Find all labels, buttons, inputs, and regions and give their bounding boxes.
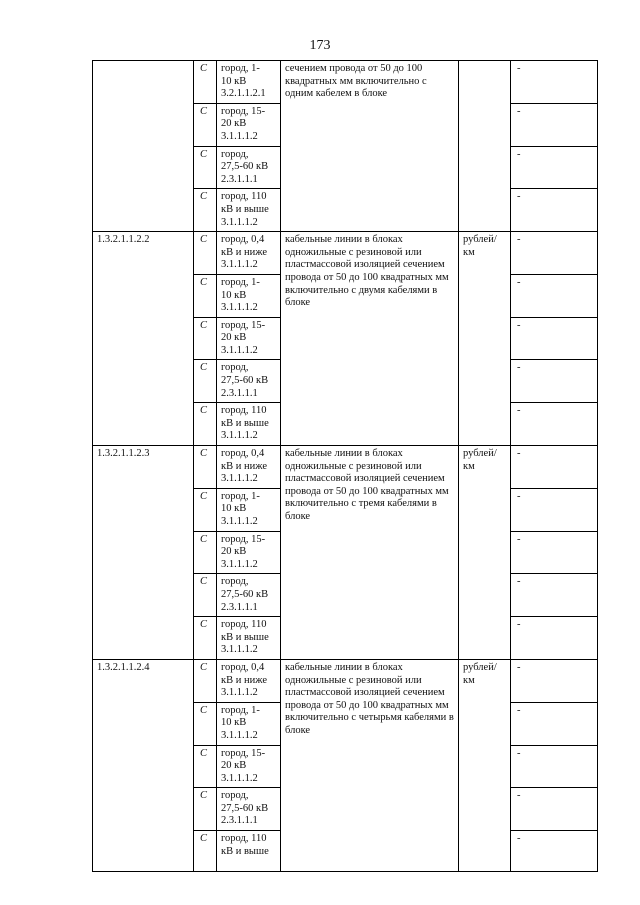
- voltage-level-line: 20 кВ: [221, 118, 247, 130]
- unit-cell: рублей/ км: [459, 232, 511, 446]
- category-cell: С: [194, 232, 217, 275]
- item-description: кабельные линии в блоках одножильные с резиновой или пластмассовой изоляцией сечением провода от 50 до 100 квадратных мм включительно с тремя кабелями в блоке: [281, 446, 459, 660]
- value-cell: -: [511, 831, 598, 872]
- table-row: [93, 659, 598, 702]
- value-cell: -: [511, 702, 598, 745]
- voltage-level-line: 3.1.1.1.2: [221, 430, 258, 442]
- voltage-level-line: 10 кВ: [221, 289, 247, 301]
- item-code: 1.3.2.1.1.2.3: [93, 446, 194, 660]
- voltage-level-line: город, 15-: [221, 747, 266, 759]
- voltage-level-line: город, 15-: [221, 533, 266, 545]
- voltage-level-line: 3.1.1.1.2: [221, 644, 258, 656]
- voltage-level-line: 20 кВ: [221, 546, 247, 558]
- value-cell: -: [511, 103, 598, 146]
- item-code: 1.3.2.1.1.2.2: [93, 232, 194, 446]
- value-cell: -: [511, 574, 598, 617]
- voltage-level-line: 10 кВ: [221, 717, 247, 729]
- value-cell: -: [511, 232, 598, 275]
- voltage-level-line: город, 15-: [221, 319, 266, 331]
- category-cell: С: [194, 189, 217, 232]
- voltage-level-line: город, 1-: [221, 63, 260, 74]
- voltage-level-line: 3.1.1.1.2: [221, 130, 258, 142]
- voltage-level-line: 3.1.1.1.2: [221, 687, 258, 699]
- category-cell: С: [194, 574, 217, 617]
- voltage-level-line: 3.1.1.1.2: [221, 772, 258, 784]
- voltage-level-line: 10 кВ: [221, 75, 247, 87]
- voltage-level-line: кВ и выше: [221, 203, 269, 215]
- voltage-level-cell: [217, 403, 281, 446]
- voltage-level-cell: [217, 488, 281, 531]
- voltage-level-line: кВ и выше: [221, 417, 269, 429]
- category-cell: С: [194, 659, 217, 702]
- voltage-level-line: город,: [221, 148, 249, 160]
- voltage-level-line: город, 110: [221, 405, 267, 417]
- voltage-level-line: 3.1.1.1.2: [221, 302, 258, 314]
- voltage-level-line: кВ и ниже: [221, 674, 267, 686]
- voltage-level-line: 20 кВ: [221, 332, 247, 344]
- voltage-level-line: город, 110: [221, 191, 267, 203]
- voltage-level-line: 3.1.1.1.2: [221, 558, 258, 570]
- table-row: [93, 446, 598, 489]
- value-cell: -: [511, 61, 598, 104]
- voltage-level-line: 27,5-60 кВ: [221, 802, 269, 814]
- voltage-level-cell: [217, 360, 281, 403]
- voltage-level-line: 3.1.1.1.2: [221, 259, 258, 271]
- value-cell: -: [511, 617, 598, 660]
- value-cell: -: [511, 446, 598, 489]
- voltage-level-cell: [217, 659, 281, 702]
- voltage-level-line: 3.1.1.1.2: [221, 344, 258, 356]
- category-cell: С: [194, 103, 217, 146]
- voltage-level-line: 3.1.1.1.2: [221, 729, 258, 741]
- voltage-level-line: 27,5-60 кВ: [221, 161, 269, 173]
- value-cell: -: [511, 274, 598, 317]
- voltage-level-line: город, 110: [221, 833, 267, 845]
- voltage-level-line: 27,5-60 кВ: [221, 375, 269, 387]
- voltage-level-cell: [217, 574, 281, 617]
- category-cell: С: [194, 531, 217, 574]
- voltage-level-line: 2.3.1.1.1: [221, 815, 258, 827]
- voltage-level-line: кВ и выше: [221, 845, 269, 857]
- item-code: 1.3.2.1.1.2.4: [93, 659, 194, 871]
- item-description: сечением провода от 50 до 100 квадратных мм включительно с одним кабелем в блоке: [281, 61, 459, 232]
- category-cell: С: [194, 360, 217, 403]
- voltage-level-line: город, 1-: [221, 704, 260, 716]
- voltage-level-line: город, 0,4: [221, 448, 265, 460]
- table-row: [93, 232, 598, 275]
- voltage-level-cell: [217, 788, 281, 831]
- value-cell: -: [511, 360, 598, 403]
- value-cell: -: [511, 745, 598, 788]
- tariff-table: [92, 60, 598, 872]
- item-description: кабельные линии в блоках одножильные с резиновой или пластмассовой изоляцией сечением провода от 50 до 100 квадратных мм включительно с четырьмя кабелями в блоке: [281, 659, 459, 871]
- item-description: кабельные линии в блоках одножильные с резиновой или пластмассовой изоляцией сечением провода от 50 до 100 квадратных мм включительно с двумя кабелями в блоке: [281, 232, 459, 446]
- item-code: [93, 61, 194, 232]
- unit-cell: рублей/ км: [459, 659, 511, 871]
- voltage-level-cell: [217, 232, 281, 275]
- voltage-level-line: город, 1-: [221, 490, 260, 502]
- tariff-table-body: [93, 61, 598, 872]
- voltage-level-cell: [217, 274, 281, 317]
- category-cell: С: [194, 446, 217, 489]
- voltage-level-line: город, 1-: [221, 276, 260, 288]
- category-cell: С: [194, 61, 217, 104]
- voltage-level-cell: [217, 446, 281, 489]
- voltage-level-line: город,: [221, 362, 249, 374]
- category-cell: С: [194, 146, 217, 189]
- voltage-level-cell: [217, 617, 281, 660]
- value-cell: -: [511, 659, 598, 702]
- voltage-level-cell: [217, 531, 281, 574]
- voltage-level-cell: [217, 103, 281, 146]
- value-cell: -: [511, 531, 598, 574]
- voltage-level-line: город, 0,4: [221, 234, 265, 246]
- voltage-level-cell: [217, 61, 281, 104]
- voltage-level-cell: [217, 745, 281, 788]
- page-number: 173: [309, 38, 331, 53]
- value-cell: -: [511, 788, 598, 831]
- value-cell: -: [511, 317, 598, 360]
- category-cell: С: [194, 403, 217, 446]
- voltage-level-line: 2.3.1.1.1: [221, 601, 258, 613]
- unit-cell: рублей/ км: [459, 446, 511, 660]
- value-cell: -: [511, 403, 598, 446]
- voltage-level-cell: [217, 189, 281, 232]
- value-cell: -: [511, 146, 598, 189]
- voltage-level-line: 3.1.1.1.2: [221, 473, 258, 485]
- voltage-level-line: 27,5-60 кВ: [221, 588, 269, 600]
- voltage-level-line: город, 110: [221, 619, 267, 631]
- voltage-level-line: город, 0,4: [221, 661, 265, 673]
- category-cell: С: [194, 702, 217, 745]
- voltage-level-line: город,: [221, 576, 249, 588]
- category-cell: С: [194, 831, 217, 872]
- voltage-level-line: кВ и выше: [221, 631, 269, 643]
- voltage-level-line: 3.1.1.1.2: [221, 516, 258, 527]
- voltage-level-cell: [217, 702, 281, 745]
- table-row: [93, 61, 598, 104]
- category-cell: С: [194, 617, 217, 660]
- category-cell: С: [194, 788, 217, 831]
- voltage-level-cell: [217, 831, 281, 872]
- voltage-level-line: город,: [221, 790, 249, 802]
- category-cell: С: [194, 274, 217, 317]
- voltage-level-line: 2.3.1.1.1: [221, 173, 258, 185]
- value-cell: -: [511, 488, 598, 531]
- category-cell: С: [194, 488, 217, 531]
- voltage-level-line: 3.1.1.1.2: [221, 216, 258, 228]
- voltage-level-line: 3.2.1.1.2.1: [221, 88, 266, 100]
- value-cell: -: [511, 189, 598, 232]
- voltage-level-cell: [217, 317, 281, 360]
- voltage-level-line: кВ и ниже: [221, 460, 267, 472]
- unit-cell: [459, 61, 511, 232]
- voltage-level-line: 20 кВ: [221, 760, 247, 772]
- category-cell: С: [194, 745, 217, 788]
- voltage-level-line: 10 кВ: [221, 503, 247, 515]
- category-cell: С: [194, 317, 217, 360]
- voltage-level-line: кВ и ниже: [221, 246, 267, 258]
- voltage-level-cell: [217, 146, 281, 189]
- voltage-level-line: 2.3.1.1.1: [221, 387, 258, 399]
- voltage-level-line: город, 15-: [221, 105, 266, 117]
